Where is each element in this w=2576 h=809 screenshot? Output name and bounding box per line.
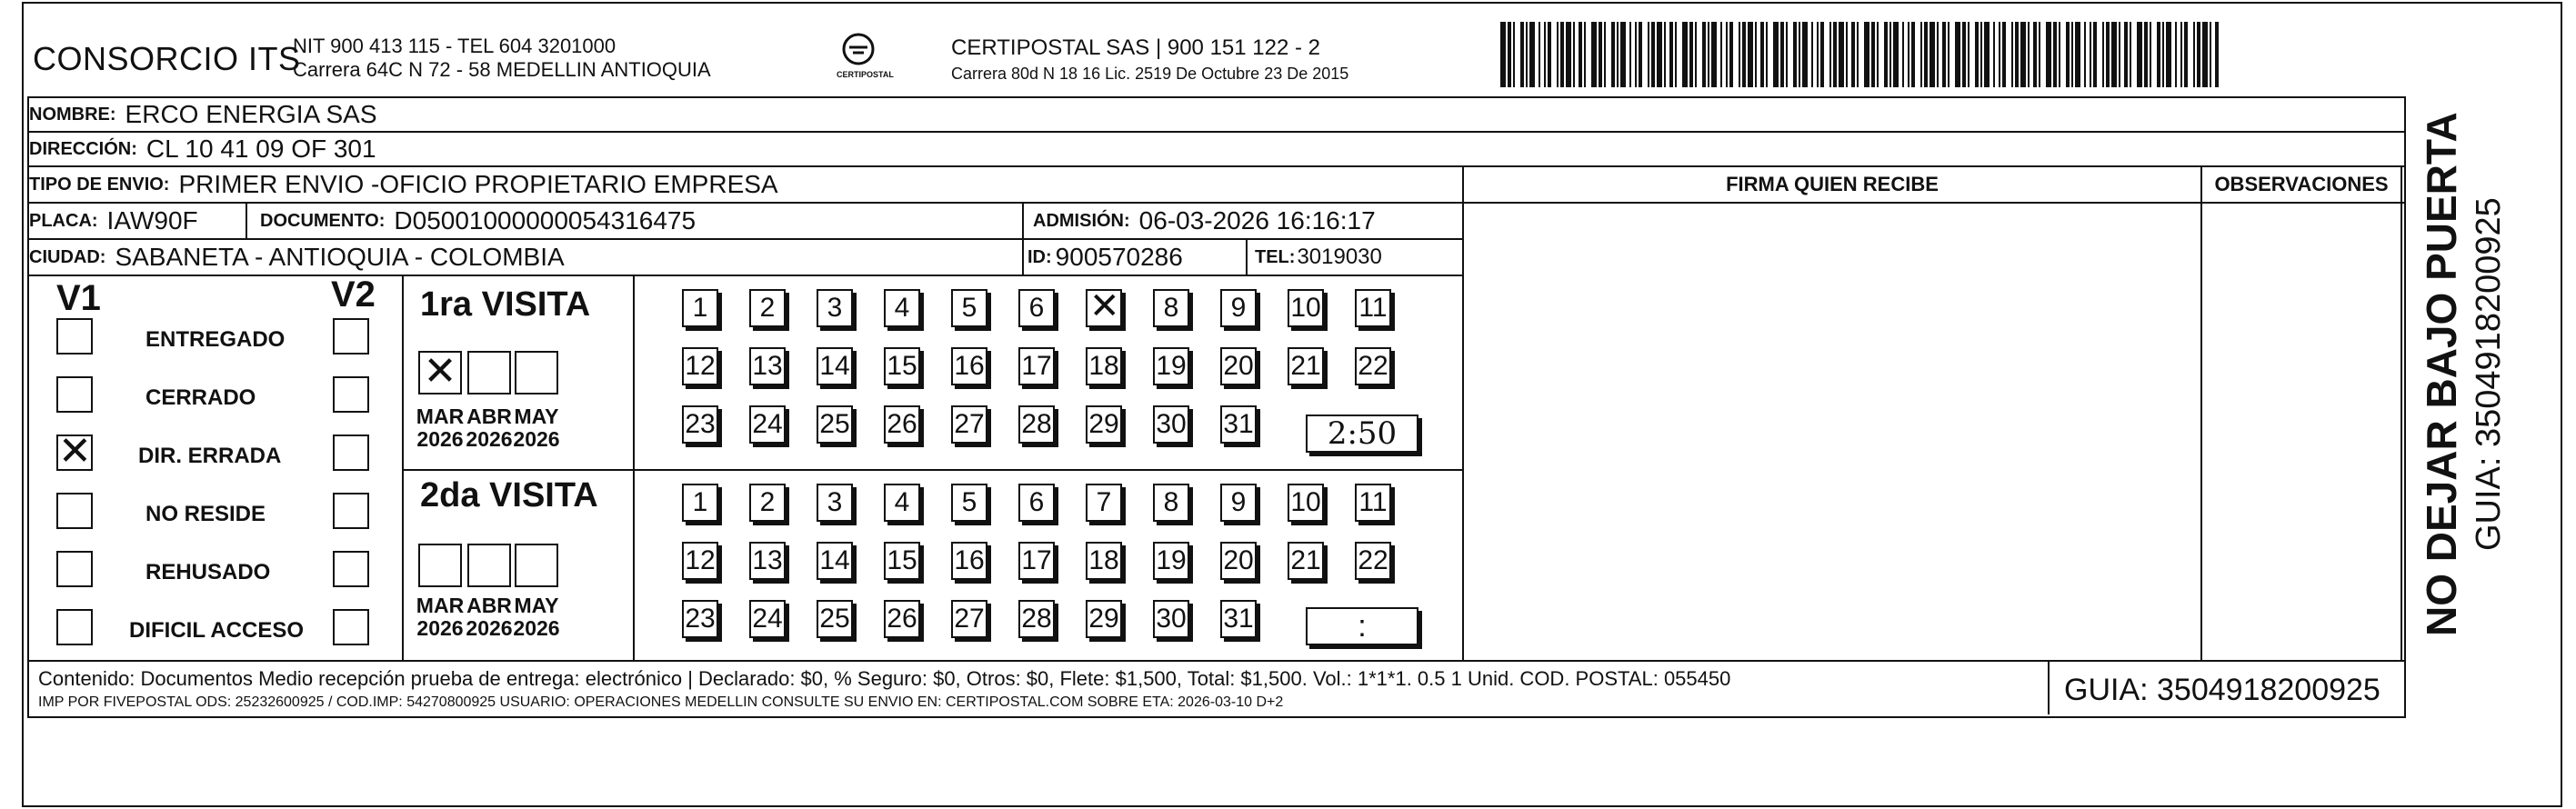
visit1-day-box[interactable]: 18: [1086, 347, 1122, 385]
visit1-day-box[interactable]: 3: [817, 289, 853, 327]
visit1-day-box[interactable]: 24: [749, 405, 786, 444]
status-v1-checkbox[interactable]: [56, 609, 93, 645]
visit1-day-box[interactable]: 25: [817, 405, 853, 444]
status-v1-checkbox[interactable]: [56, 493, 93, 529]
visit2-day-box[interactable]: 27: [951, 600, 987, 638]
visit2-month-name: MAR: [416, 594, 465, 617]
visit2-day-box[interactable]: 26: [884, 600, 920, 638]
placa-label: PLACA:: [29, 210, 98, 231]
rule: [27, 131, 2404, 133]
tel-field: [1255, 240, 1382, 275]
placa-field: [29, 204, 198, 238]
visit2-month-year: 2026: [513, 616, 560, 640]
visit2-day-box[interactable]: 15: [884, 542, 920, 580]
rule: [2200, 165, 2202, 662]
rule: [1022, 202, 1024, 275]
visit2-day-box[interactable]: 8: [1153, 484, 1189, 522]
footer-contents: Contenido: Documentos Medio recepción prueba de entrega: electrónico | Declarado: $0, % Seguro: $0, Otros: $0, Flete: $1,500, Total: $1,500. Vol.: 1*1*1. 0.5 1 Unid. COD. POSTAL: 055450: [38, 667, 1731, 690]
visit2-day-box[interactable]: 16: [951, 542, 987, 580]
visit2-day-box[interactable]: 13: [749, 542, 786, 580]
visit2-month-label: [464, 594, 515, 640]
visit1-day-box[interactable]: 28: [1018, 405, 1055, 444]
visit1-day-box[interactable]: 2: [749, 289, 786, 327]
visit1-day-box[interactable]: 27: [951, 405, 987, 444]
visit2-day-box[interactable]: 9: [1220, 484, 1257, 522]
visit2-day-box[interactable]: 14: [817, 542, 853, 580]
visit1-day-box[interactable]: 10: [1288, 289, 1324, 327]
documento-field: [260, 204, 696, 238]
status-v1-checkbox[interactable]: [56, 376, 93, 413]
rule: [1246, 238, 1248, 275]
carrier-name: CERTIPOSTAL SAS | 900 151 122 - 2: [951, 35, 1320, 60]
status-v2-checkbox[interactable]: [333, 609, 369, 645]
tipo-envio-label: TIPO DE ENVIO:: [29, 174, 170, 195]
direccion-row: [29, 132, 376, 166]
rule: [402, 275, 404, 660]
visit1-day-box[interactable]: 14: [817, 347, 853, 385]
visit2-day-box[interactable]: 4: [884, 484, 920, 522]
direccion-label: DIRECCIÓN:: [29, 138, 137, 159]
status-label: NO RESIDE: [145, 502, 266, 526]
visit1-day-box[interactable]: 20: [1220, 347, 1257, 385]
nombre-value: ERCO ENERGIA SAS: [125, 100, 377, 128]
visit2-month-label: [415, 594, 466, 640]
ciudad-label: CIUDAD:: [29, 246, 106, 267]
visit1-day-box[interactable]: 22: [1355, 347, 1391, 385]
rule: [27, 275, 1464, 276]
visit2-day-box[interactable]: 18: [1086, 542, 1122, 580]
status-v2-checkbox[interactable]: [333, 318, 369, 355]
visit1-day-box[interactable]: 4: [884, 289, 920, 327]
visit1-day-box[interactable]: [1086, 289, 1122, 327]
admision-label: ADMISIÓN:: [1033, 210, 1130, 231]
rule: [633, 275, 635, 660]
tel-value: 3019030: [1297, 245, 1382, 269]
tel-label: TEL:: [1255, 246, 1296, 267]
visit2-day-box[interactable]: 20: [1220, 542, 1257, 580]
rule: [2048, 660, 2050, 714]
visit1-month-label: [415, 405, 466, 451]
visit1-day-box[interactable]: 29: [1086, 405, 1122, 444]
visit1-day-box[interactable]: 23: [682, 405, 718, 444]
company-nit: NIT 900 413 115 - TEL 604 3201000: [293, 35, 616, 57]
visit2-day-box[interactable]: 11: [1355, 484, 1391, 522]
visit2-day-box[interactable]: 29: [1086, 600, 1122, 638]
id-value: 900570286: [1055, 243, 1183, 271]
visit2-day-box[interactable]: 6: [1018, 484, 1055, 522]
visit1-day-box[interactable]: 26: [884, 405, 920, 444]
visit1-day-box[interactable]: 9: [1220, 289, 1257, 327]
visit1-day-box[interactable]: 30: [1153, 405, 1189, 444]
admision-value: 06-03-2026 16:16:17: [1138, 206, 1376, 235]
carrier-license: Carrera 80d N 18 16 Lic. 2519 De Octubre 23 De 2015: [951, 65, 1349, 83]
visit2-day-box[interactable]: 23: [682, 600, 718, 638]
status-v1-checkbox[interactable]: ✕: [58, 429, 92, 474]
rule: [1462, 202, 2404, 204]
certipostal-logo-text: CERTIPOSTAL: [837, 70, 894, 79]
visit1-day-box[interactable]: 16: [951, 347, 987, 385]
status-v2-checkbox[interactable]: [333, 493, 369, 529]
status-label: ENTREGADO: [145, 327, 286, 352]
visit2-day-box[interactable]: 7: [1086, 484, 1122, 522]
visit1-month-label: [511, 405, 562, 451]
status-v1-checkbox[interactable]: [56, 551, 93, 587]
status-v2-checkbox[interactable]: [333, 551, 369, 587]
visit1-day-box[interactable]: 13: [749, 347, 786, 385]
visit2-day-box[interactable]: 22: [1355, 542, 1391, 580]
firma-header: FIRMA QUIEN RECIBE: [1726, 173, 1939, 195]
footer-print-info: IMP POR FIVEPOSTAL ODS: 25232600925 / COD.IMP: 54270800925 USUARIO: OPERACIONES MEDELLIN CONSULTE SU ENVIO EN: CERTIPOSTAL.COM SOBRE ETA: 2026-03-10 D+2: [38, 694, 1284, 710]
visit1-month-checkbox[interactable]: ✕: [418, 351, 462, 395]
visit2-month-name: MAY: [514, 594, 559, 617]
visit1-month-year: 2026: [513, 427, 560, 451]
visit2-day-box[interactable]: 31: [1220, 600, 1257, 638]
visit2-day-box[interactable]: 3: [817, 484, 853, 522]
barcode: [1500, 22, 2228, 87]
id-field: [1027, 240, 1183, 275]
tipo-envio-value: PRIMER ENVIO -OFICIO PROPIETARIO EMPRESA: [178, 170, 778, 198]
status-label: CERRADO: [145, 385, 256, 410]
documento-label: DOCUMENTO:: [260, 210, 386, 231]
visit2-day-box[interactable]: 1: [682, 484, 718, 522]
company-address: Carrera 64C N 72 - 58 MEDELLIN ANTIOQUIA: [293, 58, 711, 81]
rule: [2401, 165, 2402, 662]
id-label: ID:: [1027, 246, 1052, 267]
status-label: DIFICIL ACCESO: [129, 618, 305, 643]
status-label: DIR. ERRADA: [138, 444, 282, 468]
visit2-month-year: 2026: [416, 616, 464, 640]
visit2-day-box[interactable]: 28: [1018, 600, 1055, 638]
visit2-day-box[interactable]: 10: [1288, 484, 1324, 522]
ciudad-value: SABANETA - ANTIOQUIA - COLOMBIA: [115, 243, 565, 271]
visit2-month-checkbox[interactable]: [515, 544, 558, 587]
visit1-day-box[interactable]: 6: [1018, 289, 1055, 327]
direccion-value: CL 10 41 09 OF 301: [145, 135, 376, 163]
visit2-day-box[interactable]: 19: [1153, 542, 1189, 580]
visit1-month-name: MAR: [416, 404, 465, 428]
rule: [246, 202, 247, 238]
visit2-day-box[interactable]: 24: [749, 600, 786, 638]
status-label: REHUSADO: [145, 560, 271, 584]
visit2-time-box: :: [1306, 607, 1418, 645]
visit1-day-box[interactable]: 19: [1153, 347, 1189, 385]
admision-field: [1033, 204, 1376, 238]
visit1-day-box[interactable]: 31: [1220, 405, 1257, 444]
certipostal-logo-icon: [840, 33, 877, 67]
barcode-bar: [2215, 22, 2219, 87]
status-v2-checkbox[interactable]: [333, 434, 369, 471]
visit2-month-name: ABR: [466, 594, 512, 617]
visit1-day-box[interactable]: 11: [1355, 289, 1391, 327]
visit2-month-checkbox[interactable]: [467, 544, 511, 587]
status-v2-checkbox[interactable]: [333, 376, 369, 413]
visit2-month-year: 2026: [466, 616, 513, 640]
nombre-label: NOMBRE:: [29, 104, 116, 125]
visit1-day-box[interactable]: 1: [682, 289, 718, 327]
side-guia: GUIA: 3504918200925: [2470, 197, 2508, 551]
documento-value: D05001000000054316475: [394, 206, 697, 235]
rule: [1462, 165, 1464, 662]
ciudad-field: [29, 240, 565, 275]
side-warning: NO DEJAR BAJO PUERTA: [2418, 112, 2465, 636]
visit1-month-year: 2026: [466, 427, 513, 451]
visit1-day-box[interactable]: 8: [1153, 289, 1189, 327]
visit2-day-box[interactable]: 12: [682, 542, 718, 580]
nombre-row: [29, 97, 377, 132]
placa-value: IAW90F: [106, 206, 198, 235]
visit1-day-box[interactable]: 17: [1018, 347, 1055, 385]
visit1-day-box[interactable]: 15: [884, 347, 920, 385]
visit1-month-name: ABR: [466, 404, 512, 428]
tipo-envio-row: [29, 167, 778, 202]
visit2-day-box[interactable]: 17: [1018, 542, 1055, 580]
rule: [402, 469, 1464, 471]
observaciones-header: OBSERVACIONES: [2214, 173, 2389, 195]
visit2-title: 2da VISITA: [420, 476, 598, 514]
visit2-month-checkbox[interactable]: [418, 544, 462, 587]
visit2-day-box[interactable]: 21: [1288, 542, 1324, 580]
visit1-day-box[interactable]: 5: [951, 289, 987, 327]
visit1-day-box[interactable]: 21: [1288, 347, 1324, 385]
visit2-day-box[interactable]: 2: [749, 484, 786, 522]
visit1-time-box: 2:50: [1306, 414, 1418, 453]
visit1-month-name: MAY: [514, 404, 559, 428]
visit1-title: 1ra VISITA: [420, 285, 591, 324]
visit1-month-checkbox[interactable]: [467, 351, 511, 395]
certipostal-logo: [837, 33, 894, 84]
status-v1-checkbox[interactable]: [56, 318, 93, 355]
v1-header: V1: [56, 278, 101, 318]
company-name: CONSORCIO ITS: [33, 40, 301, 77]
visit2-day-box[interactable]: 5: [951, 484, 987, 522]
visit2-month-label: [511, 594, 562, 640]
visit1-month-year: 2026: [416, 427, 464, 451]
visit2-day-box[interactable]: 30: [1153, 600, 1189, 638]
visit1-day-box[interactable]: 12: [682, 347, 718, 385]
footer-guia: GUIA: 3504918200925: [2064, 673, 2381, 707]
visit2-day-box[interactable]: 25: [817, 600, 853, 638]
visit1-month-label: [464, 405, 515, 451]
visit1-month-checkbox[interactable]: [515, 351, 558, 395]
v2-header: V2: [331, 275, 376, 315]
